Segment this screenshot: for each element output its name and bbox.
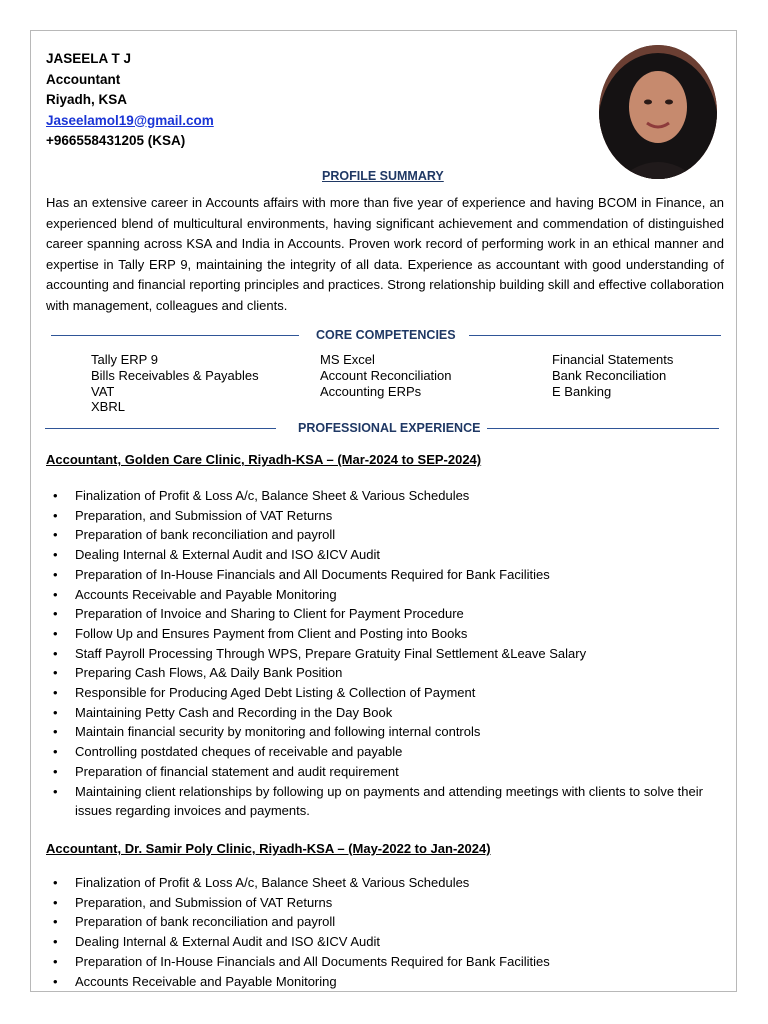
candidate-name: JASEELA T J (46, 51, 132, 66)
list-item: • Preparation, and Submission of VAT Returns (46, 893, 726, 913)
list-item: • Dealing Internal & External Audit and ISO &ICV Audit (46, 932, 726, 952)
core-competencies-heading: CORE COMPETENCIES (316, 328, 456, 342)
competency-item: VAT (91, 383, 115, 399)
list-item: • Preparation of bank reconciliation and payroll (46, 525, 726, 545)
job-title: Accountant, Golden Care Clinic, Riyadh-KSA – (Mar-2024 to SEP-2024) (46, 452, 482, 467)
resume-page (30, 30, 737, 992)
list-item: • Dealing Internal & External Audit and ISO &ICV Audit (46, 545, 726, 565)
list-item: • Preparation, and Submission of VAT Returns (46, 506, 726, 526)
list-item: • Preparation of bank reconciliation and payroll (46, 912, 726, 932)
divider-line (51, 335, 299, 336)
list-item: • Finalization of Profit & Loss A/c, Balance Sheet & Various Schedules (46, 486, 726, 506)
list-item: • Preparation of Invoice and Sharing to Client for Payment Procedure (46, 604, 726, 624)
profile-photo (599, 45, 717, 179)
list-item: • Responsible for Producing Aged Debt Listing & Collection of Payment (46, 683, 726, 703)
list-item: • Accounts Receivable and Payable Monitoring (46, 972, 726, 992)
competency-column-1 (91, 352, 259, 415)
contact-header (46, 49, 214, 152)
list-item: • Staff Payroll Processing Through WPS, Prepare Gratuity Final Settlement &Leave Salary (46, 644, 726, 664)
competency-column-2 (320, 352, 452, 399)
competency-item: Account Reconciliation (320, 367, 452, 383)
list-item: • Accounts Receivable and Payable Monitoring (46, 585, 726, 605)
list-item: • Preparation of In-House Financials and All Documents Required for Bank Facilities (46, 565, 726, 585)
candidate-title: Accountant (46, 71, 121, 87)
job-duties-list (46, 873, 726, 991)
candidate-location: Riyadh, KSA (46, 92, 128, 107)
profile-summary-heading: PROFILE SUMMARY (322, 169, 444, 183)
list-item: • Maintain financial security by monitoring and following internal controls (46, 722, 726, 742)
profile-summary-text: Has an extensive career in Accounts affairs with more than five year of experience and having BCOM in Finance, an experienced blend of multicultural environments, having significant achievement and commendation of distinguished career spanning across KSA and India in Accounts. Proven work record of performing work in an ethical manner and expertise in Tally ERP 9, maintaining the integrity of all data. Experience as accountant with good understanding of accounting and financial reporting principles and practices. Strong relationship building skill and effective collaboration with management, colleagues and clients. (46, 195, 724, 313)
list-item: • Maintaining client relationships by following up on payments and attending meetings with clients to solve their issues regarding invoices and payments. (46, 782, 726, 821)
divider-line (469, 335, 721, 336)
professional-experience-heading: PROFESSIONAL EXPERIENCE (298, 421, 481, 435)
competency-item: XBRL (91, 399, 125, 415)
email-link[interactable]: Jaseelamol19@gmail.com (46, 112, 214, 128)
list-item: • Preparation of financial statement and audit requirement (46, 762, 726, 782)
list-item: • Maintaining Petty Cash and Recording in the Day Book (46, 703, 726, 723)
list-item: • Controlling postdated cheques of receivable and payable (46, 742, 726, 762)
competency-item: Accounting ERPs (320, 383, 422, 399)
competency-item: Tally ERP 9 (91, 352, 158, 367)
job-title: Accountant, Dr. Samir Poly Clinic, Riyadh-KSA – (May-2022 to Jan-2024) (46, 841, 491, 856)
competency-item: Bills Receivables & Payables (91, 367, 259, 383)
competency-item: MS Excel (320, 352, 375, 367)
phone-number: +966558431205 (KSA) (46, 133, 186, 148)
list-item: • Follow Up and Ensures Payment from Client and Posting into Books (46, 624, 726, 644)
competency-item: E Banking (552, 383, 612, 399)
list-item: • Preparing Cash Flows, A& Daily Bank Position (46, 663, 726, 683)
job-duties-list (46, 486, 726, 821)
competency-item: Financial Statements (552, 352, 674, 367)
competency-item: Bank Reconciliation (552, 367, 667, 383)
competency-column-3 (552, 352, 673, 399)
divider-line (487, 428, 719, 429)
divider-line (45, 428, 276, 429)
list-item: • Finalization of Profit & Loss A/c, Balance Sheet & Various Schedules (46, 873, 726, 893)
list-item: • Preparation of In-House Financials and All Documents Required for Bank Facilities (46, 952, 726, 972)
